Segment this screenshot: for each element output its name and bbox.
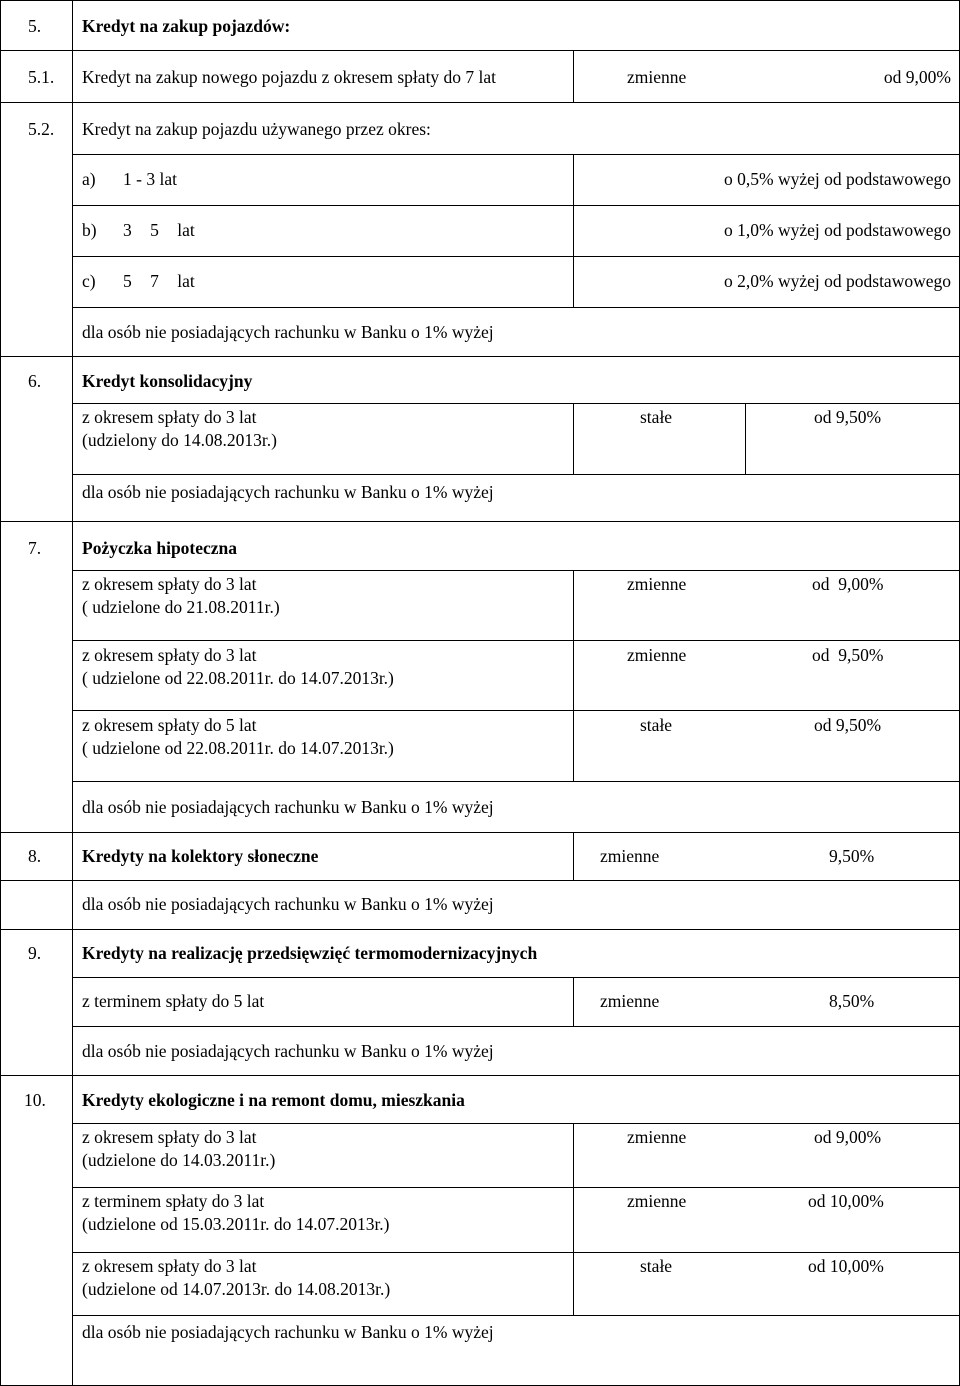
section-10-row1-line1: z okresem spłaty do 3 lat [82,1127,257,1147]
row-sep [72,710,960,711]
col-sep [573,570,574,781]
section-6-note: dla osób nie posiadających rachunku w Banku o 1% wyżej [82,482,494,502]
section-7-row2-line1: z okresem spłaty do 3 lat [82,645,257,665]
section-6-number: 6. [28,371,42,391]
col-sep [573,403,574,474]
col-sep [745,403,746,474]
row-sep [0,102,960,103]
section-10-row1-type: zmienne [627,1127,687,1147]
section-10-number: 10. [24,1090,46,1110]
row-sep [72,781,960,782]
col-sep [573,1123,574,1315]
section-8-note: dla osób nie posiadających rachunku w Banku o 1% wyżej [82,894,494,914]
row-5-2-number: 5.2. [28,119,55,139]
section-7-row3-rate: od 9,50% [814,715,882,735]
section-10-row1-rate: od 9,00% [814,1127,882,1147]
row-sep [0,50,960,51]
row-5-2-a-period: 1 - 3 lat [123,169,177,189]
section-6-row-line1: z okresem spłaty do 3 lat [82,407,257,427]
section-7-row2-line2: ( udzielone od 22.08.2011r. do 14.07.2013r.) [82,668,394,688]
section-7-title: Pożyczka hipoteczna [82,538,238,558]
section-10-row2-rate: od 10,00% [808,1191,884,1211]
section-8-type: zmienne [600,846,660,866]
row-sep [0,521,960,522]
section-7-row2-type: zmienne [627,645,687,665]
row-sep [0,356,960,357]
section-10-row2-type: zmienne [627,1191,687,1211]
col-sep [573,154,574,307]
row-sep [72,1123,960,1124]
row-5-2-b-period: 3 5 lat [123,220,195,240]
row-5-1-number: 5.1. [28,67,55,87]
section-6-title: Kredyt konsolidacyjny [82,371,253,391]
row-sep [72,1187,960,1188]
section-7-note: dla osób nie posiadających rachunku w Banku o 1% wyżej [82,797,494,817]
section-8-number: 8. [28,846,42,866]
section-7-row1-rate: od 9,00% [812,574,884,594]
row-5-2-a-rate: o 0,5% wyżej od podstawowego [724,169,951,189]
row-sep [72,307,960,308]
section-9-row-type: zmienne [600,991,660,1011]
row-sep [72,570,960,571]
frame-top [0,0,960,1]
row-5-2-a-letter: a) [82,169,96,189]
row-5-1-text: Kredyt na zakup nowego pojazdu z okresem spłaty do 7 lat [82,67,497,87]
section-10-row3-line2: (udzielone od 14.07.2013r. do 14.08.2013r.) [82,1279,391,1299]
section-9-number: 9. [28,943,42,963]
section-10-row2-line2: (udzielone od 15.03.2011r. do 14.07.2013r.) [82,1214,390,1234]
col-sep [573,977,574,1026]
row-5-2-b-letter: b) [82,220,97,240]
row-sep [72,403,960,404]
row-sep [0,929,960,930]
section-7-row2-rate: od 9,50% [812,645,884,665]
row-5-2-c-rate: o 2,0% wyżej od podstawowego [724,271,951,291]
row-sep [72,1252,960,1253]
row-5-2-text: Kredyt na zakup pojazdu używanego przez okres: [82,119,431,139]
section-10-row2-line1: z terminem spłaty do 3 lat [82,1191,265,1211]
section-10-note: dla osób nie posiadających rachunku w Banku o 1% wyżej [82,1322,494,1342]
section-5-note: dla osób nie posiadających rachunku w Banku o 1% wyżej [82,322,494,342]
row-sep [72,640,960,641]
section-10-row3-line1: z okresem spłaty do 3 lat [82,1256,257,1276]
row-5-2-c-period: 5 7 lat [123,271,195,291]
section-8-title: Kredyty na kolektory słoneczne [82,846,319,866]
row-sep [0,832,960,833]
row-sep [72,154,960,155]
section-10-title: Kredyty ekologiczne i na remont domu, mieszkania [82,1090,465,1110]
section-7-row1-type: zmienne [627,574,687,594]
row-5-2-c-letter: c) [82,271,96,291]
row-sep [72,977,960,978]
section-10-row1-line2: (udzielone do 14.03.2011r.) [82,1150,276,1170]
section-7-row3-type: stałe [640,715,673,735]
section-8-rate: 9,50% [829,846,875,866]
frame-left [0,0,1,1386]
section-7-row1-line2: ( udzielone do 21.08.2011r.) [82,597,280,617]
row-sep [0,1075,960,1076]
row-sep [0,880,960,881]
section-6-row-line2: (udzielony do 14.08.2013r.) [82,430,277,450]
row-sep [72,1026,960,1027]
section-5-number: 5. [28,16,42,36]
row-sep [72,256,960,257]
section-10-row3-rate: od 10,00% [808,1256,884,1276]
row-5-1-type: zmienne [627,67,687,87]
row-sep [72,205,960,206]
row-5-2-b-rate: o 1,0% wyżej od podstawowego [724,220,951,240]
section-9-title: Kredyty na realizację przedsięwzięć termomodernizacyjnych [82,943,538,963]
section-7-row3-line1: z okresem spłaty do 5 lat [82,715,257,735]
section-5-title: Kredyt na zakup pojazdów: [82,16,291,36]
section-10-row3-type: stałe [640,1256,673,1276]
col-sep [573,832,574,880]
number-column-divider [72,0,73,1386]
row-sep [72,1315,960,1316]
section-9-row-rate: 8,50% [829,991,875,1011]
row-sep [72,474,960,475]
section-7-row1-line1: z okresem spłaty do 3 lat [82,574,257,594]
section-7-row3-line2: ( udzielone od 22.08.2011r. do 14.07.2013r.) [82,738,394,758]
section-9-note: dla osób nie posiadających rachunku w Banku o 1% wyżej [82,1041,494,1061]
row-5-1-rate: od 9,00% [883,67,951,87]
section-6-row-rate: od 9,50% [814,407,882,427]
section-9-row-text: z terminem spłaty do 5 lat [82,991,265,1011]
section-7-number: 7. [28,538,42,558]
col-sep [573,50,574,102]
section-6-row-type: stałe [640,407,673,427]
